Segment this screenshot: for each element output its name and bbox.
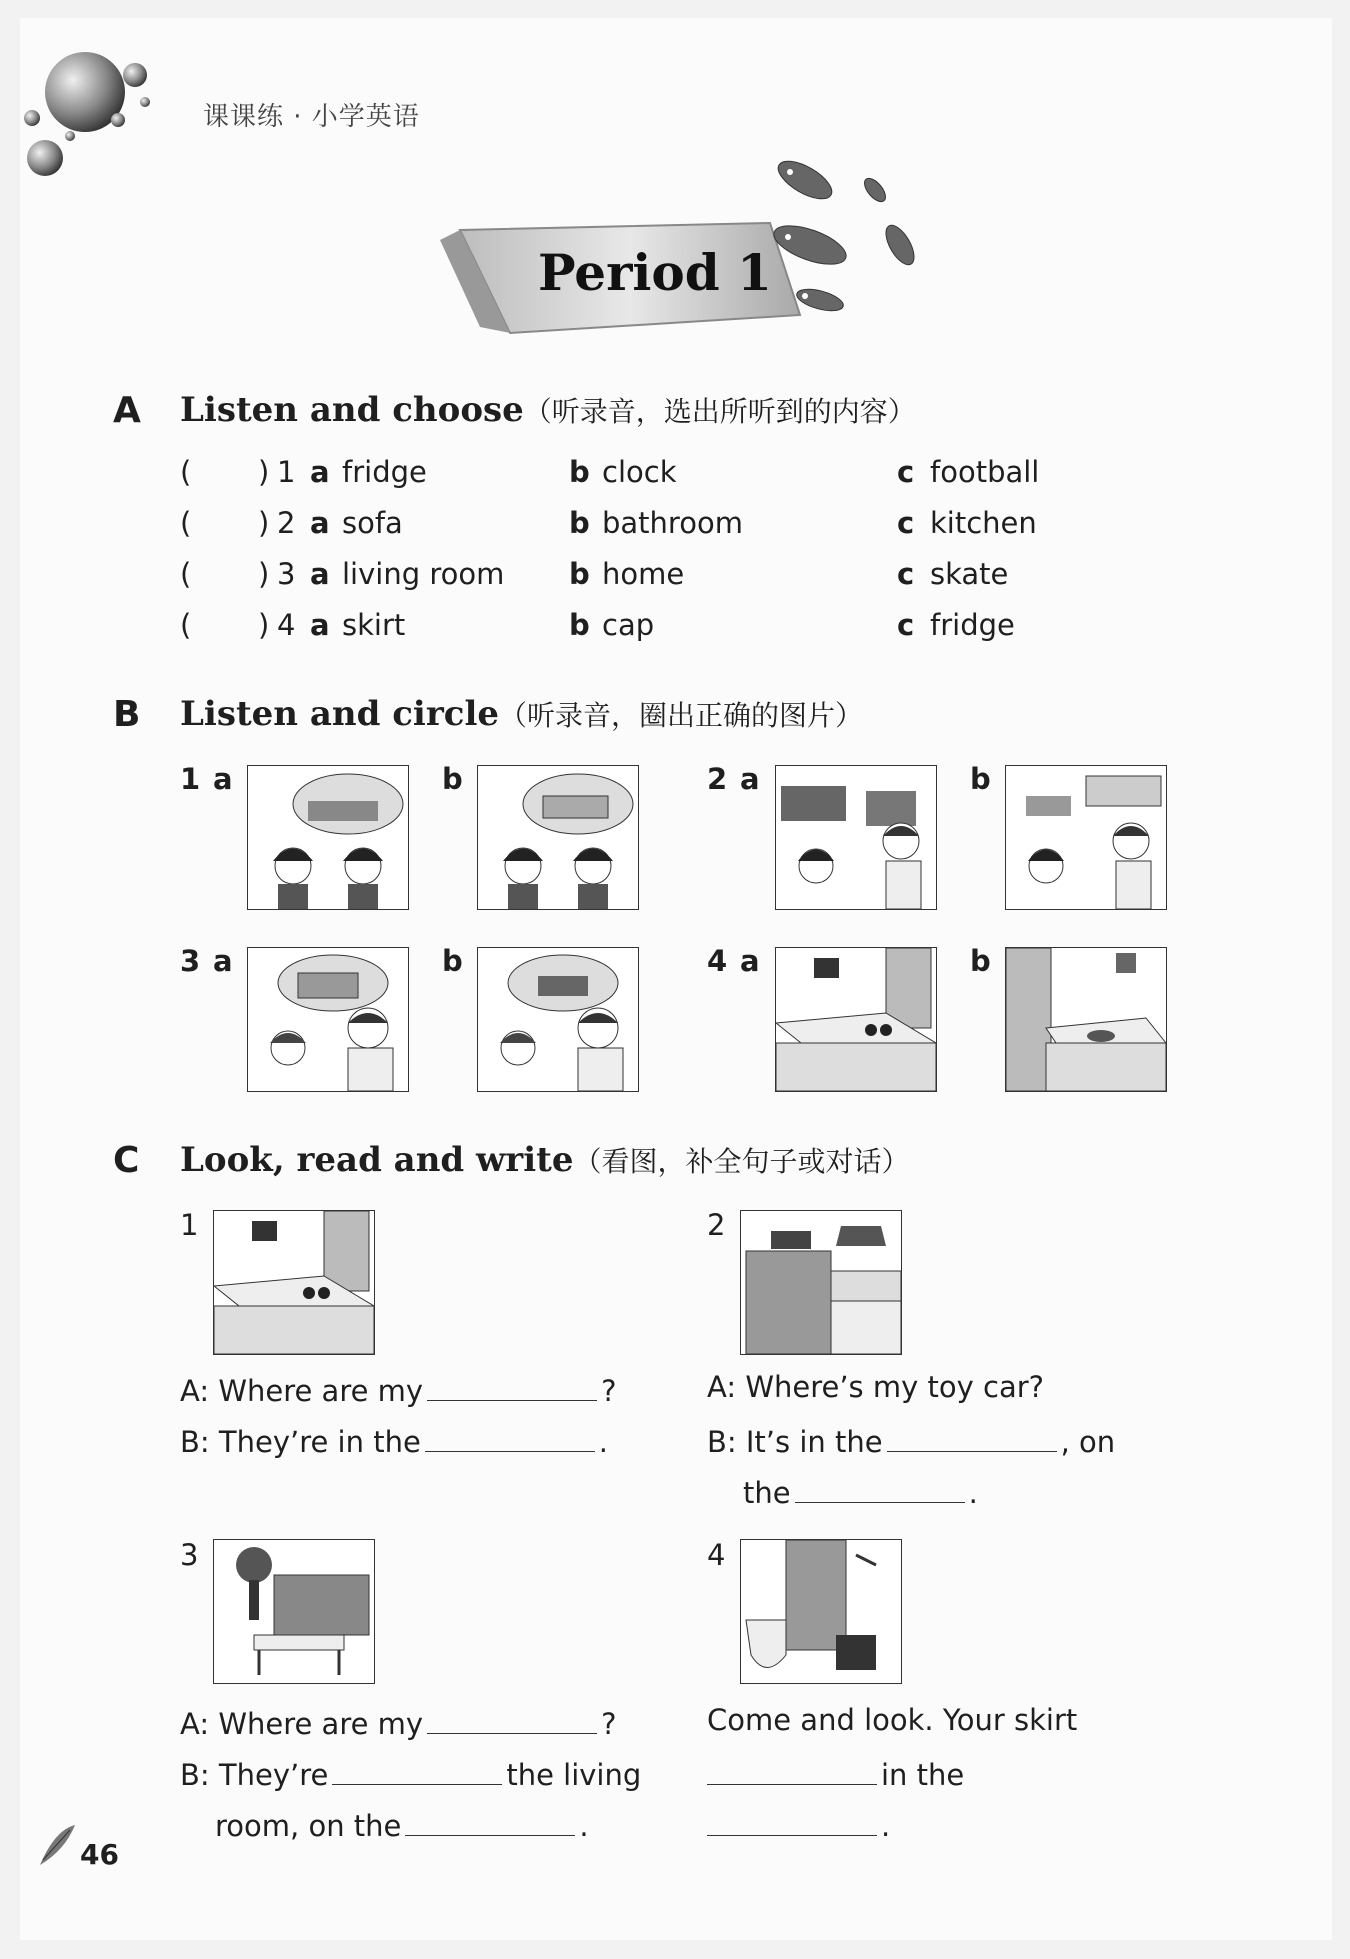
a-option-a-letter: a	[310, 455, 330, 489]
b1-option-b: b	[442, 762, 463, 796]
book-title: 课课练 · 小学英语	[203, 102, 420, 132]
leaf-decoration-icon	[35, 1820, 80, 1870]
c1-line2-text: B: They’re in the	[180, 1425, 421, 1459]
c4-line2	[707, 1754, 964, 1792]
c1-number: 1	[180, 1208, 199, 1242]
b3-number: 3	[180, 944, 201, 978]
a-item-number: 3	[277, 557, 296, 591]
c2-line3	[743, 1472, 978, 1510]
a-option-b-text: clock	[602, 455, 677, 489]
a-option-c-text: skate	[930, 557, 1009, 591]
b2b-picture[interactable]	[1005, 765, 1167, 910]
a-option-b-letter: b	[569, 557, 590, 591]
c4-blank-1[interactable]	[707, 1754, 877, 1785]
c3-line3	[215, 1805, 589, 1843]
a-item-number: 4	[277, 608, 296, 642]
fish-decoration-icon	[760, 150, 940, 320]
a-option-c-text: fridge	[930, 608, 1015, 642]
c4-line3-end: .	[881, 1809, 891, 1843]
b4a-picture[interactable]	[775, 947, 937, 1092]
c4-line3	[707, 1805, 890, 1843]
c4-number: 4	[707, 1538, 726, 1572]
page-number: 46	[80, 1838, 119, 1871]
c2-line2-end: , on	[1060, 1425, 1116, 1459]
b3a-picture[interactable]	[247, 947, 409, 1092]
c1-line2	[180, 1421, 608, 1459]
section-c-letter: C	[113, 1140, 140, 1181]
answer-paren-close: )	[258, 557, 270, 591]
a-option-c-letter: c	[897, 557, 915, 591]
c2-line3-end: .	[968, 1476, 978, 1510]
section-b-title: Listen and circle	[180, 694, 499, 734]
section-c-title: Look, read and write	[180, 1140, 574, 1180]
answer-paren-open[interactable]: (	[180, 557, 192, 591]
a-option-c-letter: c	[897, 506, 915, 540]
b3-option-a: a	[213, 944, 233, 978]
b2-number: 2	[707, 762, 728, 796]
c4-picture	[740, 1539, 902, 1684]
answer-paren-close: )	[258, 506, 270, 540]
c4-line2-mid: in the	[881, 1758, 965, 1792]
b2-option-b: b	[970, 762, 991, 796]
c2-line2-text: B: It’s in the	[707, 1425, 883, 1459]
c2-blank-2[interactable]	[795, 1472, 965, 1503]
c2-picture	[740, 1210, 902, 1355]
bubbles-decoration-icon	[20, 40, 160, 180]
c3-line1	[180, 1703, 617, 1741]
c1-picture	[213, 1210, 375, 1355]
c3-line2	[180, 1754, 641, 1792]
b1-option-a: a	[213, 762, 233, 796]
a-option-c-text: kitchen	[930, 506, 1037, 540]
section-a-subtitle: （听录音，选出所听到的内容）	[523, 395, 916, 428]
answer-paren-close: )	[258, 455, 270, 489]
b4b-picture[interactable]	[1005, 947, 1167, 1092]
c1-line1-end: ?	[601, 1374, 617, 1408]
b4-option-b: b	[970, 944, 991, 978]
c2-blank-1[interactable]	[887, 1421, 1057, 1452]
section-b-heading	[180, 694, 863, 734]
a-option-b-text: cap	[602, 608, 655, 642]
b3b-picture[interactable]	[477, 947, 639, 1092]
c3-line3-end: .	[579, 1809, 589, 1843]
period-title: Period 1	[538, 243, 772, 302]
b1-number: 1	[180, 762, 201, 796]
a-option-b-letter: b	[569, 608, 590, 642]
a-option-a-letter: a	[310, 557, 330, 591]
a-option-c-letter: c	[897, 455, 915, 489]
a-option-a-text: skirt	[342, 608, 406, 642]
section-a-heading	[180, 390, 916, 430]
section-b-letter: B	[113, 694, 141, 735]
a-option-a-text: sofa	[342, 506, 403, 540]
c3-blank-3[interactable]	[405, 1805, 575, 1836]
c1-line1-text: A: Where are my	[180, 1374, 424, 1408]
section-a-title: Listen and choose	[180, 390, 524, 430]
b2-option-a: a	[740, 762, 760, 796]
a-option-a-letter: a	[310, 506, 330, 540]
a-option-a-text: fridge	[342, 455, 427, 489]
c3-blank-2[interactable]	[332, 1754, 502, 1785]
c1-line1	[180, 1370, 617, 1408]
a-option-b-text: bathroom	[602, 506, 743, 540]
c3-number: 3	[180, 1538, 199, 1572]
a-option-a-text: living room	[342, 557, 505, 591]
c3-line2-mid: the living	[506, 1758, 642, 1792]
c2-number: 2	[707, 1208, 726, 1242]
c2-line3-text: the	[743, 1476, 791, 1510]
a-item-number: 2	[277, 506, 296, 540]
b2a-picture[interactable]	[775, 765, 937, 910]
a-option-a-letter: a	[310, 608, 330, 642]
c3-line1-text: A: Where are my	[180, 1707, 424, 1741]
section-b-subtitle: （听录音，圈出正确的图片）	[499, 699, 864, 732]
a-option-b-letter: b	[569, 455, 590, 489]
answer-paren-close: )	[258, 608, 270, 642]
a-option-b-letter: b	[569, 506, 590, 540]
c3-picture	[213, 1539, 375, 1684]
b4-number: 4	[707, 944, 728, 978]
c3-blank-1[interactable]	[427, 1703, 597, 1734]
a-option-c-text: football	[930, 455, 1040, 489]
c3-line3-text: room, on the	[215, 1809, 402, 1843]
answer-paren-open[interactable]: (	[180, 608, 192, 642]
c3-line2-text: B: They’re	[180, 1758, 329, 1792]
b1a-picture[interactable]	[247, 765, 409, 910]
a-option-c-letter: c	[897, 608, 915, 642]
answer-paren-open[interactable]: (	[180, 455, 192, 489]
c3-line1-end: ?	[601, 1707, 617, 1741]
c2-line1: A: Where’s my toy car?	[707, 1370, 1045, 1404]
c4-blank-2[interactable]	[707, 1805, 877, 1836]
section-c-heading	[180, 1140, 910, 1180]
b4-option-a: a	[740, 944, 760, 978]
c1-blank-1[interactable]	[427, 1370, 597, 1401]
b1b-picture[interactable]	[477, 765, 639, 910]
c1-line2-end: .	[598, 1425, 609, 1459]
c2-line2	[707, 1421, 1115, 1459]
section-c-subtitle: （看图，补全句子或对话）	[573, 1145, 910, 1178]
section-a-letter: A	[113, 390, 141, 431]
b3-option-b: b	[442, 944, 463, 978]
c4-line1: Come and look. Your skirt	[707, 1703, 1078, 1737]
a-item-number: 1	[277, 455, 296, 489]
answer-paren-open[interactable]: (	[180, 506, 192, 540]
a-option-b-text: home	[602, 557, 685, 591]
c1-blank-2[interactable]	[425, 1421, 595, 1452]
